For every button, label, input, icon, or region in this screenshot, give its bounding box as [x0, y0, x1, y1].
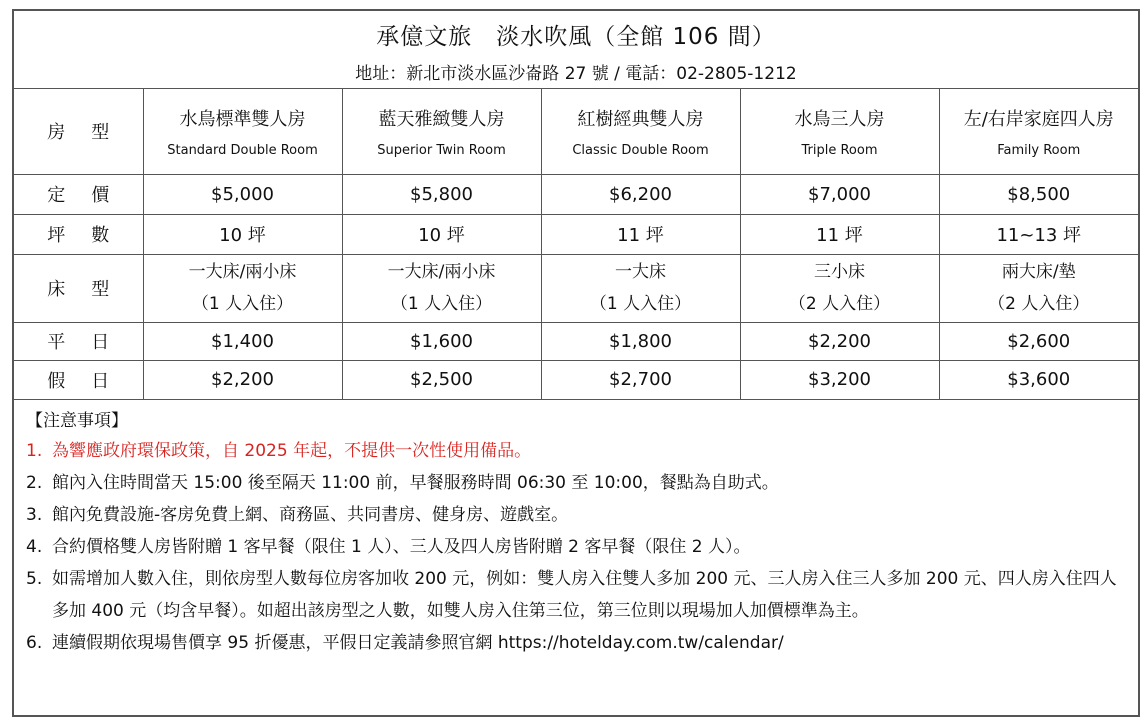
occupancy: （1 人入住）	[390, 294, 493, 314]
room-name-en: Classic Double Room	[572, 142, 709, 158]
note-number: 1.	[26, 440, 43, 461]
room-name-zh: 水鳥標準雙人房	[179, 108, 306, 130]
weekday-price-cell: $1,800	[541, 322, 740, 360]
bed-config: 一大床/兩小床	[188, 262, 297, 282]
room-name-en: Standard Double Room	[167, 142, 318, 158]
note-number: 2.	[26, 472, 43, 493]
holiday-price-cell: $3,600	[939, 360, 1138, 399]
room-name-en: Superior Twin Room	[377, 142, 506, 158]
area-cell: 10 坪	[342, 214, 541, 254]
room-type-cell	[342, 89, 541, 174]
room-name-en: Triple Room	[801, 142, 878, 158]
bed-type-cell	[939, 254, 1138, 322]
bed-type-row	[14, 254, 1138, 322]
area-cell: 11 坪	[740, 214, 939, 254]
row-label-weekday: 平日	[14, 322, 143, 360]
weekday-price-cell: $1,600	[342, 322, 541, 360]
note-text: 為響應政府環保政策，自 2025 年起，不提供一次性使用備品。	[52, 440, 532, 461]
area-cell: 11 坪	[541, 214, 740, 254]
row-label-list-price: 定價	[14, 174, 143, 214]
room-type-cell	[541, 89, 740, 174]
weekday-price-cell: $2,200	[740, 322, 939, 360]
list-price-cell: $8,500	[939, 174, 1138, 214]
bed-config: 一大床	[615, 262, 666, 282]
row-label-bed-type: 床型	[14, 254, 143, 322]
holiday-row	[14, 360, 1138, 399]
room-name-zh: 藍天雅緻雙人房	[378, 108, 505, 130]
occupancy: （2 人入住）	[988, 294, 1090, 314]
list-price-cell: $5,800	[342, 174, 541, 214]
note-item	[26, 563, 1138, 627]
area-cell: 10 坪	[143, 214, 342, 254]
holiday-price-cell: $2,500	[342, 360, 541, 399]
holiday-price-cell: $3,200	[740, 360, 939, 399]
notes-title: 【注意事項】	[26, 410, 128, 431]
note-text: 合約價格雙人房皆附贈 1 客早餐（限住 1 人）、三人及四人房皆附贈 2 客早餐（限住 2 人）。	[52, 536, 751, 557]
bed-config: 三小床	[814, 262, 865, 282]
occupancy: （1 人入住）	[589, 294, 692, 314]
room-type-cell	[143, 89, 342, 174]
rate-table	[14, 89, 1138, 400]
occupancy: （1 人入住）	[191, 294, 294, 314]
note-text: 如需增加人數入住，則依房型人數每位房客加收 200 元，例如：雙人房入住雙人多加 200 元、三人房入住三人多加 200 元、四人房入住四人多加 400 元（均含早餐）。如超出該房型之人數，如雙人房入住第三位，第三位則以現場加人加價標準為主。	[52, 568, 1117, 621]
note-number: 4.	[26, 536, 43, 557]
bed-type-cell	[342, 254, 541, 322]
room-name-zh: 左/右岸家庭四人房	[963, 108, 1114, 130]
rate-sheet	[12, 9, 1140, 717]
note-number: 6.	[26, 632, 43, 653]
room-name-en: Family Room	[997, 142, 1081, 158]
row-label-room-type: 房型	[14, 89, 143, 174]
bed-type-cell	[541, 254, 740, 322]
bed-type-cell	[740, 254, 939, 322]
list-price-row	[14, 174, 1138, 214]
weekday-price-cell: $2,600	[939, 322, 1138, 360]
occupancy: （2 人入住）	[788, 294, 891, 314]
holiday-price-cell: $2,200	[143, 360, 342, 399]
list-price-cell: $5,000	[143, 174, 342, 214]
bed-config: 兩大床/墊	[1001, 262, 1076, 282]
note-text: 連續假期依現場售價享 95 折優惠，平假日定義請參照官網 https://hotelday.com.tw/calendar/	[52, 632, 784, 653]
note-item	[26, 531, 1138, 563]
room-type-row	[14, 89, 1138, 174]
note-item	[26, 467, 1138, 499]
hotel-title: 承億文旅 淡水吹風（全館 106 間）	[376, 24, 776, 50]
list-price-cell: $7,000	[740, 174, 939, 214]
note-item	[26, 499, 1138, 531]
weekday-price-cell: $1,400	[143, 322, 342, 360]
bed-type-cell	[143, 254, 342, 322]
row-label-holiday: 假日	[14, 360, 143, 399]
hotel-address: 地址：新北市淡水區沙崙路 27 號 / 電話：02-2805-1212	[355, 64, 797, 84]
bed-config: 一大床/兩小床	[387, 262, 496, 282]
room-type-cell	[740, 89, 939, 174]
note-number: 3.	[26, 504, 43, 525]
row-label-area: 坪數	[14, 214, 143, 254]
note-item	[26, 627, 1138, 659]
notes-section	[14, 400, 1138, 659]
header	[14, 11, 1138, 89]
note-text: 館內入住時間當天 15:00 後至隔天 11:00 前，早餐服務時間 06:30 至 10:00，餐點為自助式。	[52, 472, 779, 493]
area-row	[14, 214, 1138, 254]
room-name-zh: 紅樹經典雙人房	[577, 108, 704, 130]
note-number: 5.	[26, 568, 43, 589]
room-name-zh: 水鳥三人房	[794, 108, 885, 130]
room-type-cell	[939, 89, 1138, 174]
note-item	[26, 435, 1138, 467]
holiday-price-cell: $2,700	[541, 360, 740, 399]
area-cell: 11~13 坪	[939, 214, 1138, 254]
list-price-cell: $6,200	[541, 174, 740, 214]
weekday-row	[14, 322, 1138, 360]
note-text: 館內免費設施-客房免費上網、商務區、共同書房、健身房、遊戲室。	[52, 504, 569, 525]
